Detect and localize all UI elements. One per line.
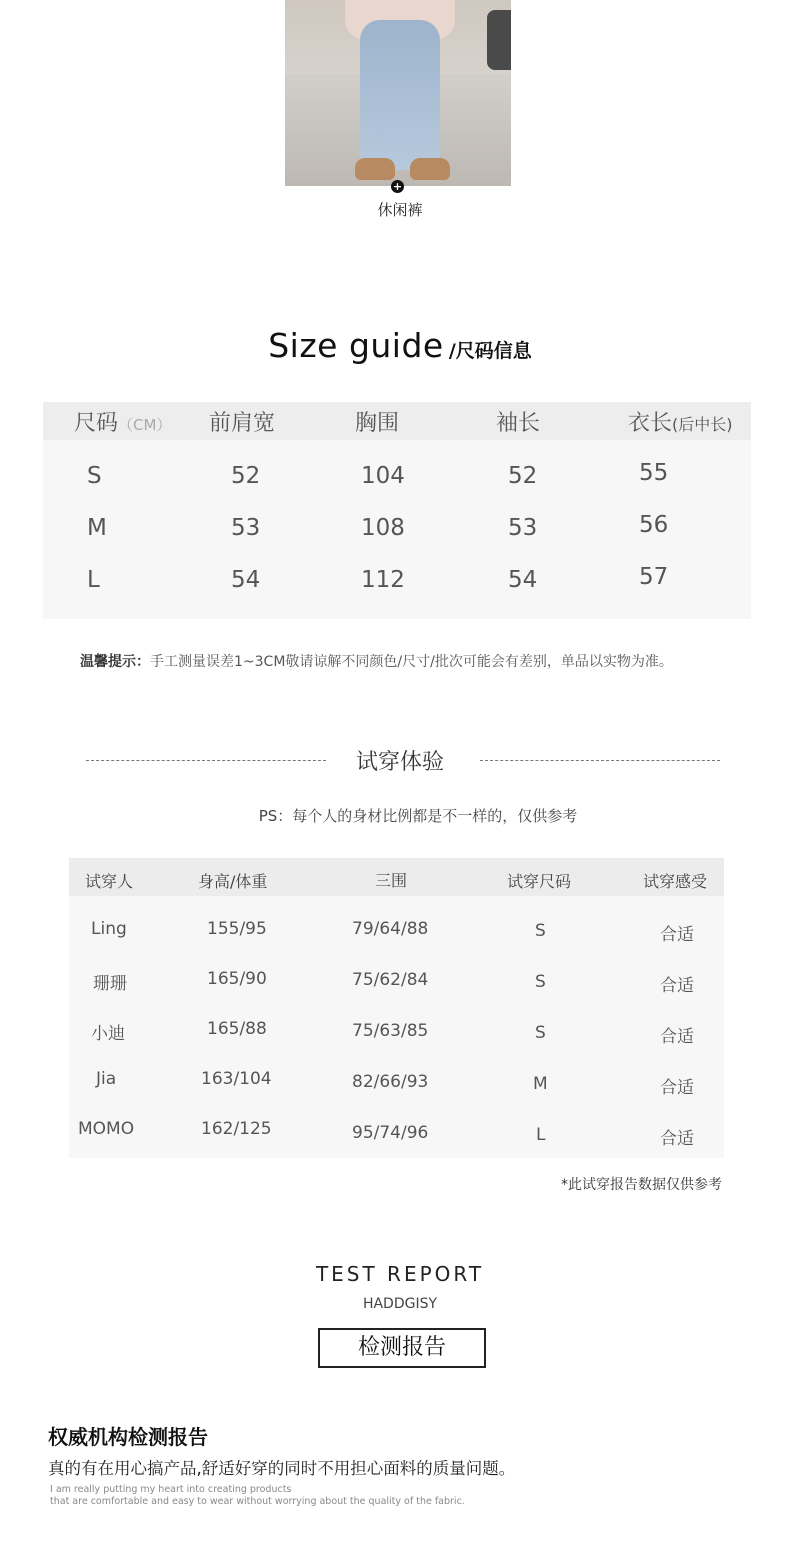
length-header-label: 衣长 xyxy=(628,411,673,436)
divider-left xyxy=(86,760,326,761)
tryon-row-2-hw: 165/90 xyxy=(207,969,267,989)
plus-icon[interactable]: + xyxy=(392,180,403,193)
size-row-l-size: L xyxy=(87,567,100,593)
length-header xyxy=(628,406,733,437)
tryon-row-2-measurements: 75/62/84 xyxy=(352,970,429,990)
size-row-m-sleeve: 53 xyxy=(508,515,538,541)
size-row-m-length: 56 xyxy=(639,512,669,538)
tryon-row-4-size: M xyxy=(533,1074,548,1094)
tryon-row-4-hw: 163/104 xyxy=(201,1069,272,1089)
photo-pants xyxy=(360,20,440,170)
size-header xyxy=(74,406,171,437)
tryon-header-person: 试穿人 xyxy=(85,872,134,891)
tryon-row-2-person: 珊珊 xyxy=(93,974,127,994)
tryon-note: *此试穿报告数据仅供参考 xyxy=(561,1177,722,1193)
photo-shoe-left xyxy=(355,158,395,180)
length-header-note: (后中长) xyxy=(672,415,733,434)
tryon-title: 试穿体验 xyxy=(355,750,444,775)
size-tip xyxy=(80,651,673,671)
size-row-l-length: 57 xyxy=(639,564,669,590)
tryon-header-measurements: 三围 xyxy=(375,871,408,890)
tryon-row-3-hw: 165/88 xyxy=(207,1019,267,1039)
size-header-label: 尺码 xyxy=(74,411,119,436)
product-photo[interactable] xyxy=(285,0,511,186)
size-guide-title-cn: /尺码信息 xyxy=(448,340,532,362)
tryon-row-1-person: Ling xyxy=(91,919,127,939)
tryon-header-size: 试穿尺码 xyxy=(507,872,572,891)
size-row-s-shoulder: 52 xyxy=(231,463,261,489)
tryon-row-1-feel: 合适 xyxy=(660,925,694,945)
authority-report-en-line-1: I am really putting my heart into creating products xyxy=(50,1484,292,1495)
photo-shoe-right xyxy=(410,158,450,180)
size-row-s-chest: 104 xyxy=(361,463,405,489)
tryon-row-1-size: S xyxy=(535,921,546,941)
authority-report-text: 真的有在用心搞产品,舒适好穿的同时不用担心面料的质量问题。 xyxy=(48,1459,516,1478)
brand-name: HADDGISY xyxy=(362,1296,438,1312)
tryon-row-4-measurements: 82/66/93 xyxy=(352,1072,429,1092)
test-report-title: TEST REPORT xyxy=(315,1262,485,1286)
photo-car xyxy=(487,10,511,70)
authority-report-title: 权威机构检测报告 xyxy=(48,1425,208,1449)
size-row-m-shoulder: 53 xyxy=(231,515,261,541)
size-header-unit: （CM） xyxy=(118,416,172,434)
tryon-header-hw: 身高/体重 xyxy=(198,872,268,891)
tryon-row-5-feel: 合适 xyxy=(660,1129,694,1149)
tryon-row-1-measurements: 79/64/88 xyxy=(352,919,429,939)
tryon-ps: PS：每个人的身材比例都是不一样的，仅供参考 xyxy=(258,807,578,825)
size-guide-title-en: Size guide xyxy=(268,326,444,365)
tryon-row-3-size: S xyxy=(535,1023,546,1043)
tryon-row-5-person: MOMO xyxy=(78,1119,135,1139)
divider-right xyxy=(480,760,720,761)
size-tip-label: 温馨提示： xyxy=(80,654,150,670)
tryon-row-5-measurements: 95/74/96 xyxy=(352,1123,429,1143)
tryon-row-1-hw: 155/95 xyxy=(207,919,267,939)
size-row-s-size: S xyxy=(87,463,102,489)
product-caption: 休闲裤 xyxy=(377,201,423,219)
size-guide-title xyxy=(0,326,800,365)
tryon-row-4-person: Jia xyxy=(96,1069,117,1089)
test-report-button[interactable]: 检测报告 xyxy=(318,1328,486,1368)
size-row-m-chest: 108 xyxy=(361,515,405,541)
size-row-s-length: 55 xyxy=(639,460,669,486)
authority-report-en-line-2: that are comfortable and easy to wear without worrying about the quality of the fabric. xyxy=(50,1496,465,1507)
tryon-row-3-person: 小迪 xyxy=(91,1024,125,1044)
size-row-s-sleeve: 52 xyxy=(508,463,538,489)
sleeve-header: 袖长 xyxy=(496,411,541,436)
size-row-l-shoulder: 54 xyxy=(231,567,261,593)
size-tip-text: 手工测量误差1~3CM敬请谅解不同颜色/尺寸/批次可能会有差别，单品以实物为准。 xyxy=(150,654,673,670)
size-row-m-size: M xyxy=(87,515,107,541)
tryon-row-3-measurements: 75/63/85 xyxy=(352,1021,429,1041)
tryon-row-2-feel: 合适 xyxy=(660,976,694,996)
tryon-row-3-feel: 合适 xyxy=(660,1027,694,1047)
tryon-table xyxy=(69,858,724,1158)
tryon-row-2-size: S xyxy=(535,972,546,992)
size-row-l-sleeve: 54 xyxy=(508,567,538,593)
tryon-header-feel: 试穿感受 xyxy=(643,872,708,891)
chest-header: 胸围 xyxy=(355,411,400,436)
tryon-row-4-feel: 合适 xyxy=(660,1078,694,1098)
tryon-row-5-size: L xyxy=(536,1125,546,1145)
size-row-l-chest: 112 xyxy=(361,567,405,593)
shoulder-header: 前肩宽 xyxy=(209,411,276,436)
tryon-row-5-hw: 162/125 xyxy=(201,1119,272,1139)
